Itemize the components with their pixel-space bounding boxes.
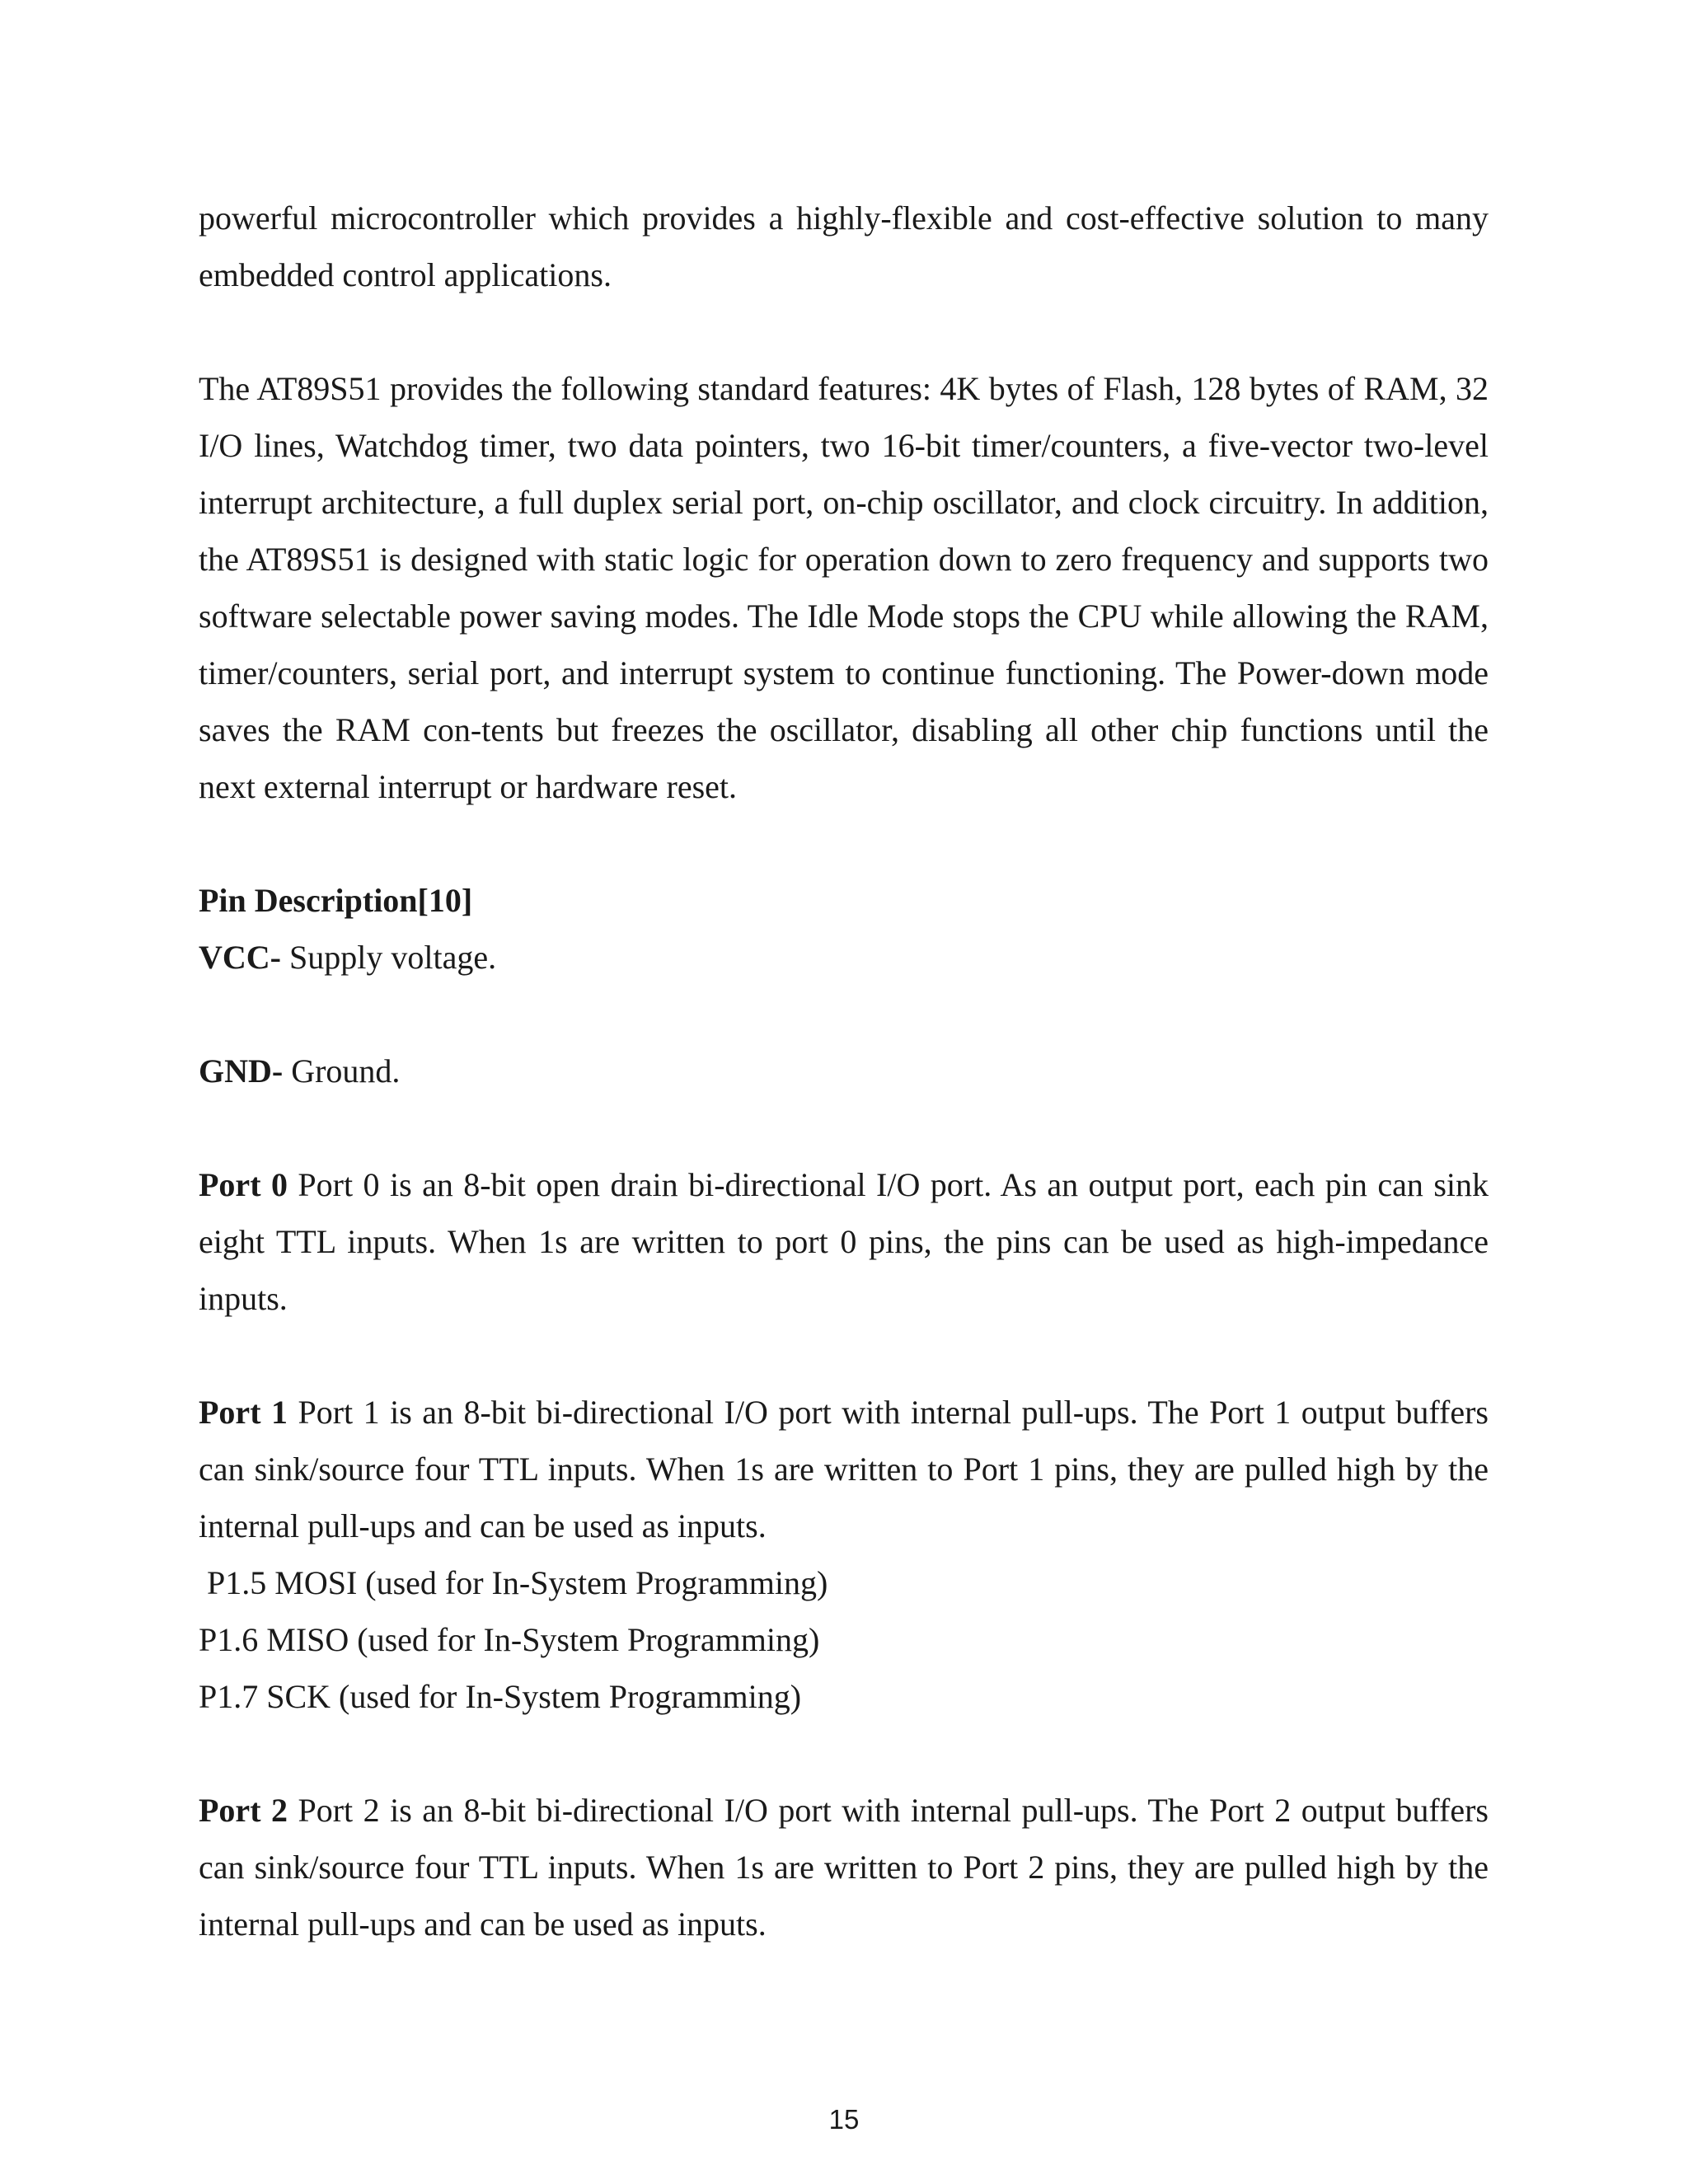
- paragraph-gap: [199, 1725, 1489, 1782]
- vcc-paragraph: [199, 929, 1489, 986]
- page-number: 15: [828, 2104, 860, 2135]
- intro-paragraph: [199, 190, 1489, 303]
- port1-pin-line: P1.5 MOSI (used for In-System Programming): [199, 1564, 828, 1601]
- paragraph-gap: [199, 1327, 1489, 1384]
- port1-text: Port 1 is an 8-bit bi-directional I/O port with internal pull-ups. The Port 1 output buffers can sink/source four TTL inputs. When 1s are written to Port 1 pins, they are pulled high by the internal pull-ups and can be used as inputs.: [199, 1394, 1489, 1544]
- document-page: [199, 190, 1489, 1952]
- port0-paragraph: [199, 1156, 1489, 1327]
- paragraph-gap: [199, 1099, 1489, 1156]
- port0-text: Port 0 is an 8-bit open drain bi-directional I/O port. As an output port, each pin can sink eight TTL inputs. When 1s are written to port 0 pins, the pins can be used as high-impedance inputs.: [199, 1166, 1489, 1317]
- paragraph-gap: [199, 986, 1489, 1043]
- intro-text: powerful microcontroller which provides a highly-flexible and cost-effective solution to many embedded control applications.: [199, 199, 1489, 293]
- vcc-text: Supply voltage.: [280, 939, 497, 976]
- gnd-label: GND-: [199, 1052, 284, 1090]
- port2-text: Port 2 is an 8-bit bi-directional I/O port with internal pull-ups. The Port 2 output buffers can sink/source four TTL inputs. When 1s are written to Port 2 pins, they are pulled high by the internal pull-ups and can be used as inputs.: [199, 1792, 1489, 1943]
- port2-label: Port 2: [199, 1792, 288, 1829]
- port1-pin-line: P1.7 SCK (used for In-System Programming): [199, 1678, 802, 1715]
- gnd-text: Ground.: [283, 1052, 401, 1090]
- port2-paragraph: [199, 1782, 1489, 1952]
- paragraph-gap: [199, 303, 1489, 360]
- section-heading: Pin Description[10]: [199, 882, 473, 919]
- features-paragraph: [199, 360, 1489, 815]
- port1-pin-line: P1.6 MISO (used for In-System Programming): [199, 1621, 820, 1658]
- port1-paragraph: [199, 1384, 1489, 1554]
- gnd-paragraph: [199, 1043, 1489, 1099]
- vcc-label: VCC-: [199, 939, 281, 976]
- paragraph-gap: [199, 815, 1489, 872]
- port1-label: Port 1: [199, 1394, 288, 1431]
- port0-label: Port 0: [199, 1166, 288, 1203]
- features-text: The AT89S51 provides the following standard features: 4K bytes of Flash, 128 bytes of RAM, 32 I/O lines, Watchdog timer, two data pointers, two 16-bit timer/counters, a five-vector two-level interrupt architecture, a full duplex serial port, on-chip oscillator, and clock circuitry. In addition, the AT89S51 is designed with static logic for operation down to zero frequency and supports two software selectable power saving modes. The Idle Mode stops the CPU while allowing the RAM, timer/counters, serial port, and interrupt system to continue functioning. The Power-down mode saves the RAM con-tents but freezes the oscillator, disabling all other chip functions until the next external interrupt or hardware reset.: [199, 370, 1489, 805]
